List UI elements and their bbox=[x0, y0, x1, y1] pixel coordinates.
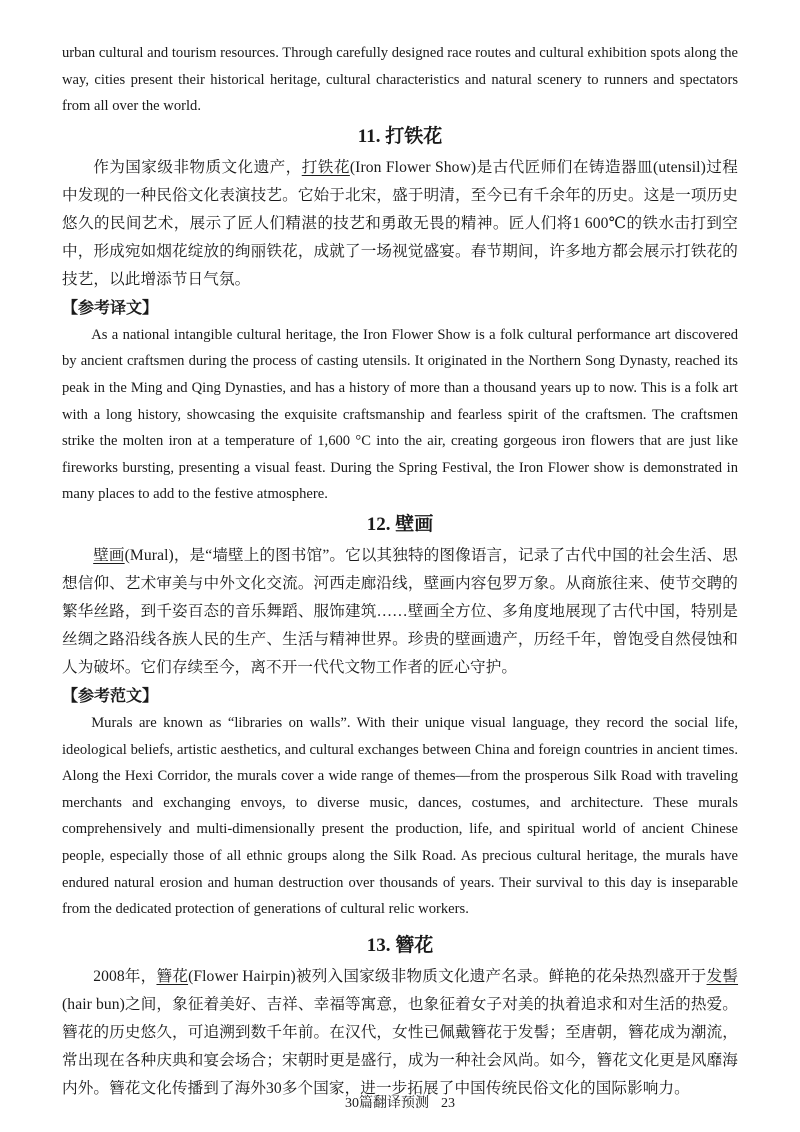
section-11-translation-label: 【参考译文】 bbox=[62, 297, 159, 317]
page-number: 23 bbox=[441, 1096, 455, 1111]
section-13-cn-before: 2008年， bbox=[93, 967, 157, 985]
section-11-cn-after: (Iron Flower Show)是古代匠师们在铸造器皿(utensil)过程中发现的一种民俗文化表演技艺。它始于北宋，盛于明清，至今已有千余年的历史。这是一项历史悠久的民间艺术，展示了匠人们精湛的技艺和勇敢无畏的精神。匠人们将1 600℃的铁水击打到空中，形成宛如烟花绽放的绚丽铁花，成就了一场视觉盛宴。春节期间，许多地方都会展示打铁花的技艺，以此增添节日气氛。 bbox=[62, 158, 738, 288]
section-13-heading: 13. 簪花 bbox=[366, 934, 434, 956]
section-11-heading: 11. 打铁花 bbox=[357, 125, 443, 147]
section-11-term: 打铁花 bbox=[301, 158, 350, 176]
section-13-cn-after: (hair bun)之间，象征着美好、吉祥、幸福等寓意，也象征着女子对美的执着追求和对生活的热爱。簪花的历史悠久，可追溯到数千年前。在汉代，女性已佩戴簪花于发髻；至唐朝，簪花成为潮流，常出现在各种庆典和宴会场合；宋朝时更是盛行，成为一种社会风尚。如今，簪花文化更是风靡海内外。簪花文化传播到了海外30多个国家，进一步拓展了中国传统民俗文化的国际影响力。 bbox=[62, 995, 738, 1097]
section-12-chinese-paragraph bbox=[62, 542, 738, 682]
section-12-heading: 12. 壁画 bbox=[366, 513, 434, 535]
intro-paragraph-tail: urban cultural and tourism resources. Through carefully designed race routes and cultural exhibition spots along the way, cities present their historical heritage, cultural characteristics and natural scenery to runners and spectators from all over the world. bbox=[62, 45, 738, 115]
section-11-chinese-paragraph bbox=[62, 154, 738, 294]
section-13-cn-mid: (Flower Hairpin)被列入国家级非物质文化遗产名录。鲜艳的花朵热烈盛开于 bbox=[188, 967, 707, 985]
section-12-english-paragraph: Murals are known as “libraries on walls”. With their unique visual language, they record the social life, ideological beliefs, artistic aesthetics, and cultural exchanges between China and foreign countries in ancient times. Along the Hexi Corridor, the murals cover a wide range of themes—from the prosperous Silk Road with traveling merchants and exchanging envoys, to diverse music, dances, costumes, and architecture. These murals comprehensively and multi-dimensionally present the production, life, and spiritual world of ancient Chinese people, especially those of all ethnic groups along the Silk Road. As precious cultural heritage, the murals have endured natural erosion and human destruction over thousands of years. Their survival to this day is inseparable from the dedicated protection of generations of cultural relic workers. bbox=[62, 714, 738, 918]
section-12-sample-label: 【参考范文】 bbox=[62, 685, 159, 705]
section-11-cn-before: 作为国家级非物质文化遗产， bbox=[93, 158, 302, 176]
section-12-cn-after: (Mural)，是“墙壁上的图书馆”。它以其独特的图像语言，记录了古代中国的社会生活、思想信仰、艺术审美与中外文化交流。河西走廊沿线，壁画内容包罗万象。从商旅往来、使节交聘的繁华丝路，到千姿百态的音乐舞蹈、服饰建筑……壁画全方位、多角度地展现了古代中国，特别是丝绸之路沿线各族人民的生产、生活与精神世界。珍贵的壁画遗产，历经千年，曾饱受自然侵蚀和人为破坏。它们存续至今，离不开一代代文物工作者的匠心守护。 bbox=[62, 546, 738, 676]
page-content bbox=[62, 40, 738, 1103]
section-13-term: 簪花 bbox=[156, 967, 189, 985]
page-footer bbox=[0, 1094, 800, 1114]
section-12-term: 壁画 bbox=[93, 546, 125, 564]
section-13-term-2: 发髻 bbox=[706, 967, 739, 985]
footer-title: 30篇翻译预测 bbox=[345, 1096, 429, 1111]
section-11-english-paragraph: As a national intangible cultural heritage, the Iron Flower Show is a folk cultural performance art discovered by ancient craftsmen during the process of casting utensils. It originated in the Northern Song Dynasty, reached its peak in the Ming and Qing Dynasties, and has a history of more than a thousand years up to now. This is a folk art with a long history, showcasing the exquisite craftsmanship and fearless spirit of the craftsmen. The craftsmen strike the molten iron at a temperature of 1,600 °C into the air, creating gorgeous iron flowers that are just like fireworks bursting, presenting a visual feast. During the Spring Festival, the Iron Flower show is demonstrated in many places to add to the festive atmosphere. bbox=[62, 326, 738, 503]
section-13-chinese-paragraph bbox=[62, 963, 738, 1103]
